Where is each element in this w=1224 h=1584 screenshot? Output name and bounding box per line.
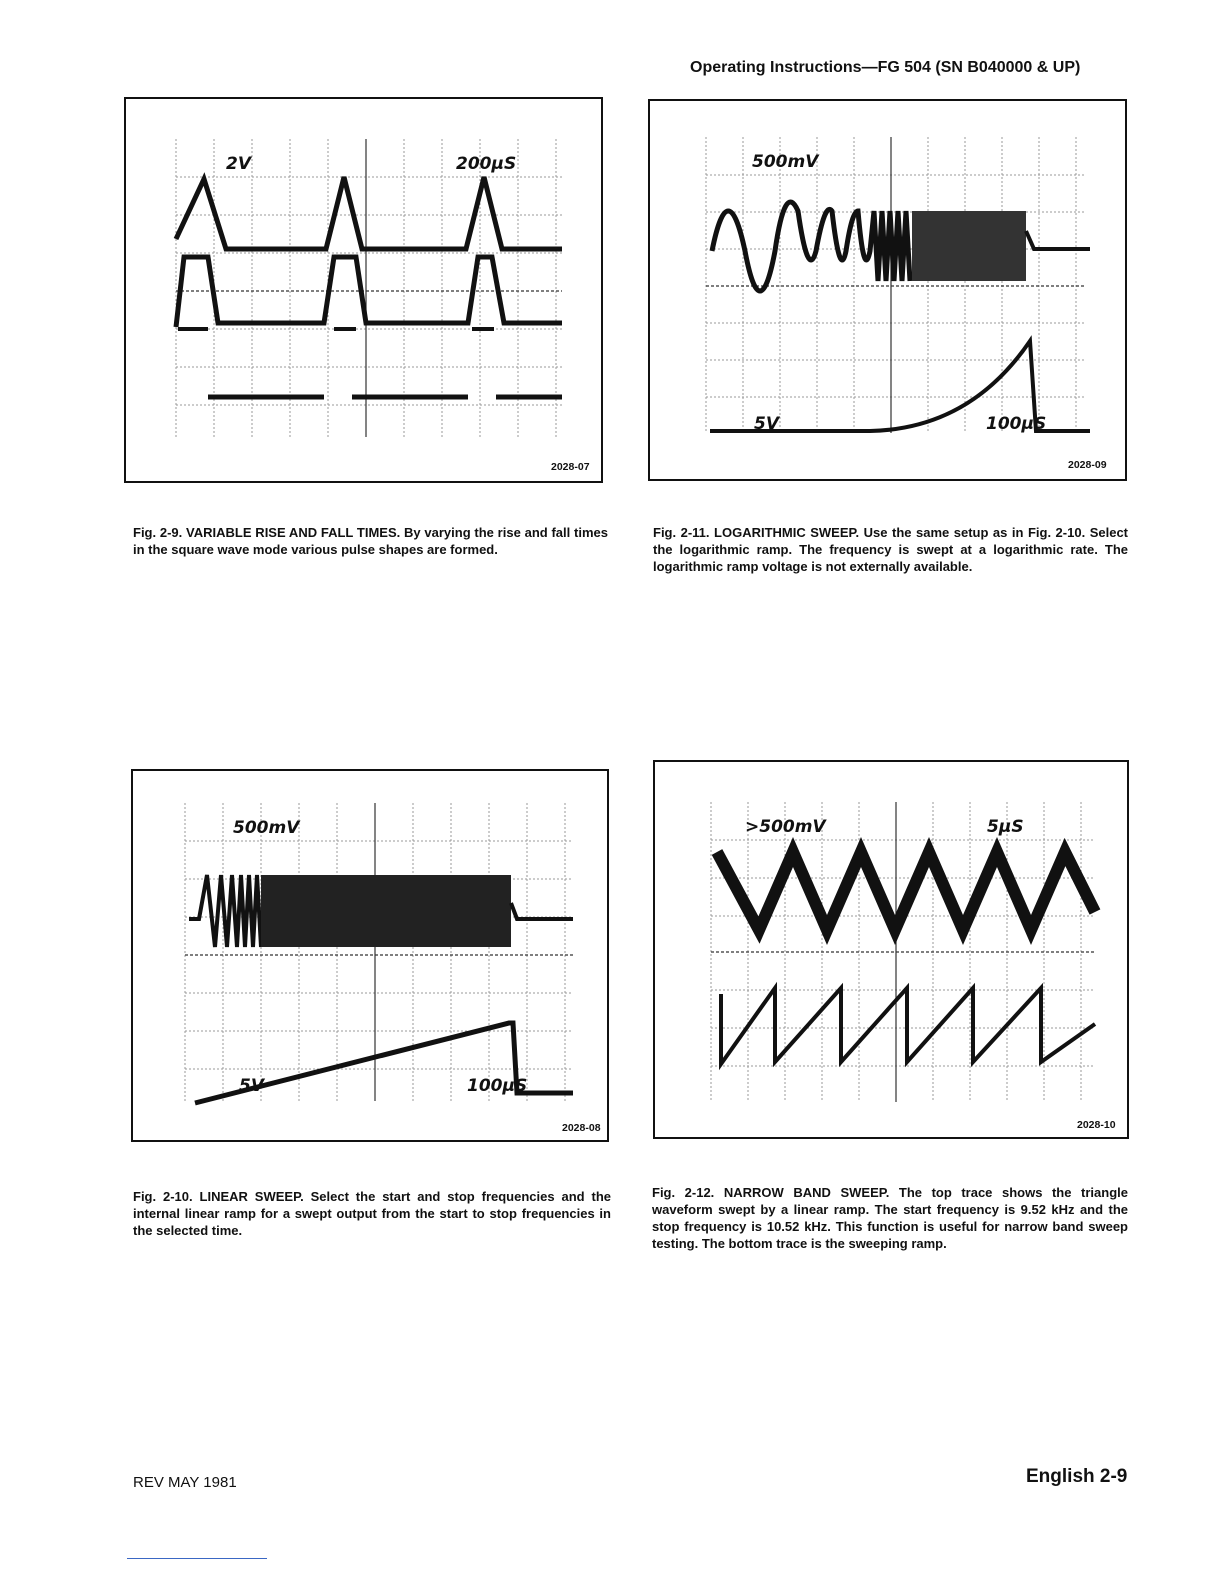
oscilloscope-display <box>655 762 1127 1137</box>
volts-per-div-label: 500mV <box>233 818 300 838</box>
figure-number: 2028-08 <box>562 1122 601 1134</box>
figure-2-12-caption: Fig. 2-12. NARROW BAND SWEEP. The top trace shows the triangle waveform swept by a linear ramp. The start frequency is 9.52 kHz and the stop frequency is 10.52 kHz. This function is useful for narrow band sweep testing. The bottom trace is the sweeping ramp. <box>652 1185 1128 1251</box>
figure-2-10-image <box>131 769 609 1142</box>
ramp-volts-label: 5V <box>754 414 779 434</box>
time-per-div-label: 100μS <box>467 1076 528 1096</box>
revision-date: REV MAY 1981 <box>133 1474 237 1491</box>
figure-2-11-caption: Fig. 2-11. LOGARITHMIC SWEEP. Use the same setup as in Fig. 2-10. Select the logarithmic ramp. The frequency is swept at a logarithmic rate. The logarithmic ramp voltage is not externally available. <box>653 525 1128 574</box>
figure-2-9-image <box>124 97 603 483</box>
figure-2-12-image <box>653 760 1129 1139</box>
oscilloscope-display <box>650 101 1125 479</box>
figure-number: 2028-09 <box>1068 459 1107 471</box>
volts-per-div-label: 500mV <box>752 152 819 172</box>
ramp-volts-label: 5V <box>239 1076 264 1096</box>
figure-2-10-caption: Fig. 2-10. LINEAR SWEEP. Select the start and stop frequencies and the internal linear ramp for a swept output from the start to stop frequencies in the selected time. <box>133 1189 611 1238</box>
footnote-rule <box>127 1558 267 1559</box>
figure-2-9-caption: Fig. 2-9. VARIABLE RISE AND FALL TIMES. By varying the rise and fall times in the square wave mode various pulse shapes are formed. <box>133 525 608 557</box>
page-number: English 2-9 <box>1026 1466 1128 1487</box>
oscilloscope-display <box>133 771 607 1140</box>
volts-per-div-label: 2V <box>226 154 251 174</box>
page-header: Operating Instructions—FG 504 (SN B040000 & UP) <box>690 59 1081 76</box>
figure-2-11-image <box>648 99 1127 481</box>
oscilloscope-display <box>126 99 601 481</box>
time-per-div-label: 5μS <box>987 817 1024 837</box>
figure-number: 2028-07 <box>551 461 590 473</box>
time-per-div-label: 200μS <box>456 154 517 174</box>
volts-per-div-label: >500mV <box>745 817 826 837</box>
time-per-div-label: 100μS <box>986 414 1047 434</box>
figure-number: 2028-10 <box>1077 1119 1116 1131</box>
